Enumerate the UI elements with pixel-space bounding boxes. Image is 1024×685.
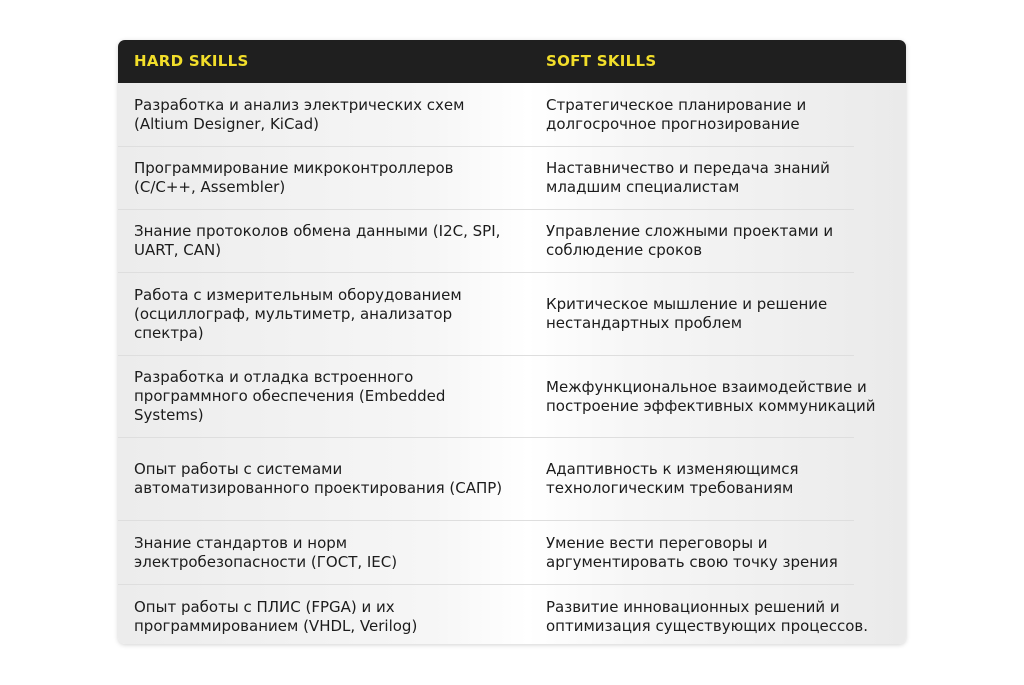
table-row: [118, 83, 854, 147]
table-body: [118, 83, 906, 644]
skills-table: [118, 40, 906, 644]
hard-skill-cell: Разработка и анализ электрических схем (Altium Designer, KiCad): [134, 95, 465, 133]
table-row: [118, 273, 854, 356]
table-row: [118, 147, 854, 210]
hard-skill-cell: Программирование микроконтроллеров (C/C++, Assembler): [134, 159, 454, 196]
header-hard-skills: HARD SKILLS: [134, 52, 249, 70]
table-row: [118, 210, 854, 273]
soft-skill-cell: Межфункциональное взаимодействие и построение эффективных коммуникаций: [546, 377, 876, 415]
hard-skill-cell: Знание протоколов обмена данными (I2C, SPI, UART, CAN): [134, 222, 501, 259]
table-row: [118, 438, 854, 521]
soft-skill-cell: Развитие инновационных решений и оптимизация существующих процессов.: [546, 597, 869, 635]
soft-skill-cell: Наставничество и передача знаний младшим специалистам: [546, 159, 830, 196]
hard-skill-cell: Знание стандартов и норм электробезопасности (ГОСТ, IEC): [134, 533, 398, 571]
soft-skill-cell: Критическое мышление и решение нестандартных проблем: [546, 295, 828, 332]
table-row: [118, 356, 876, 438]
header-soft-skills: SOFT SKILLS: [546, 52, 657, 70]
hard-skill-cell: Работа с измерительным оборудованием (осциллограф, мультиметр, анализатор спектра): [134, 285, 462, 342]
soft-skill-cell: Стратегическое планирование и долгосрочное прогнозирование: [546, 95, 807, 133]
table-row: [118, 585, 869, 644]
hard-skill-cell: Разработка и отладка встроенного программного обеспечения (Embedded Systems): [134, 368, 446, 424]
soft-skill-cell: Адаптивность к изменяющимся технологическим требованиям: [546, 460, 799, 497]
table-row: [118, 521, 854, 585]
hard-skill-cell: Опыт работы с ПЛИС (FPGA) и их программированием (VHDL, Verilog): [134, 597, 418, 635]
hard-skill-cell: Опыт работы с системами автоматизированного проектирования (САПР): [134, 460, 503, 497]
table-header: [118, 40, 906, 83]
soft-skill-cell: Управление сложными проектами и соблюдение сроков: [546, 222, 834, 259]
soft-skill-cell: Умение вести переговоры и аргументировать свою точку зрения: [546, 533, 838, 571]
